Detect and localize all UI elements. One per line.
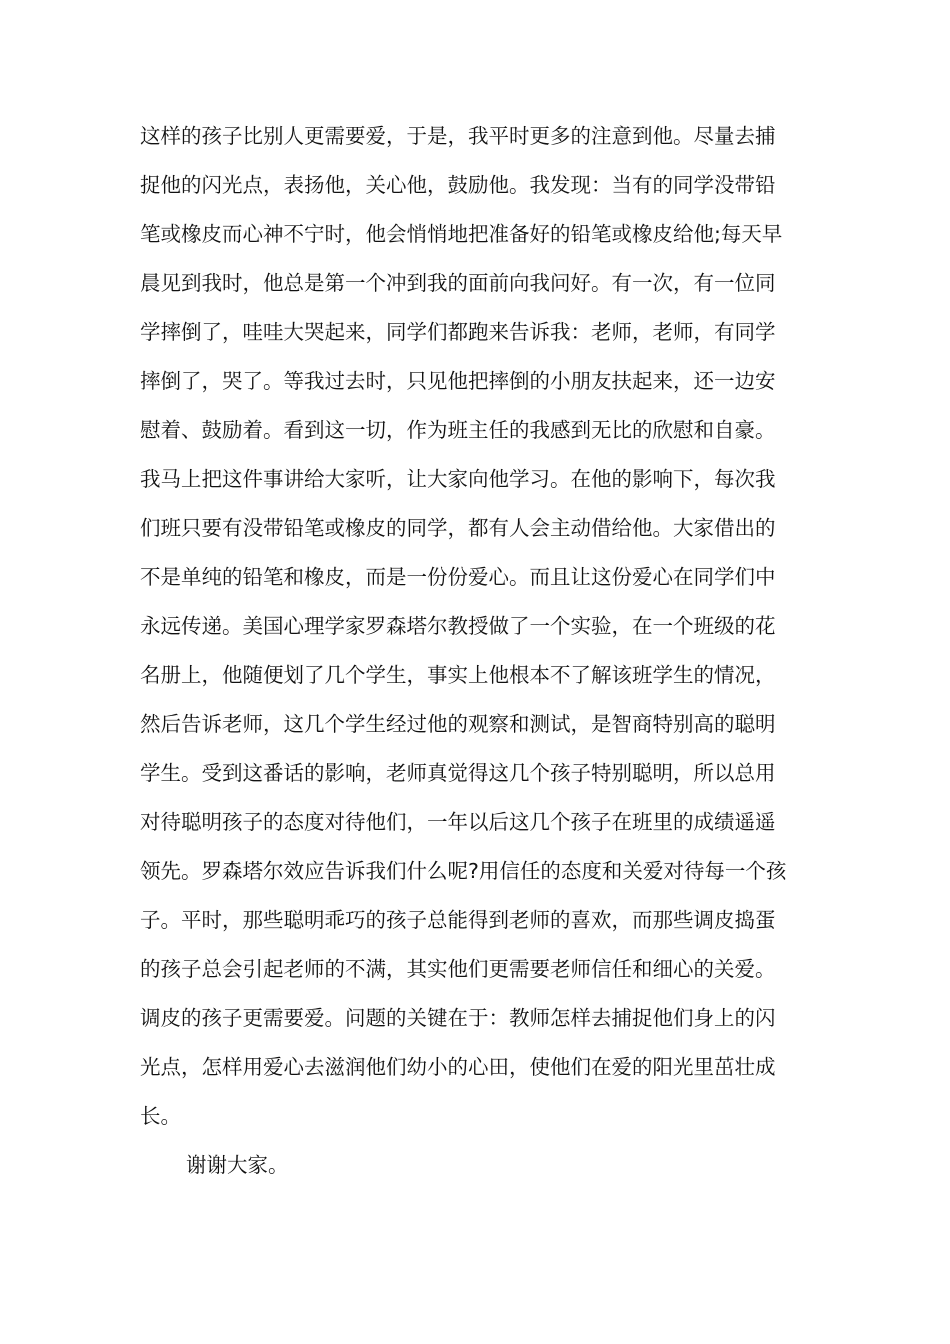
paragraph-line: 长。 [140,1104,181,1128]
paragraph-line: 永远传递。美国心理学家罗森塔尔教授做了一个实验，在一个班级的花 [140,614,776,638]
paragraph-line: 晨见到我时，他总是第一个冲到我的面前向我问好。有一次，有一位同 [140,271,776,295]
paragraph-line: 学摔倒了，哇哇大哭起来，同学们都跑来告诉我：老师，老师，有同学 [140,320,776,344]
paragraph-line: 领先。罗森塔尔效应告诉我们什么呢?用信任的态度和关爱对待每一个孩 [140,859,787,883]
paragraph-line: 慰着、鼓励着。看到这一切，作为班主任的我感到无比的欣慰和自豪。 [140,418,776,442]
paragraph-line: 对待聪明孩子的态度对待他们，一年以后这几个孩子在班里的成绩遥遥 [140,810,776,834]
paragraph-line: 不是单纯的铅笔和橡皮，而是一份份爱心。而且让这份爱心在同学们中 [140,565,776,589]
paragraph-line: 的孩子总会引起老师的不满，其实他们更需要老师信任和细心的关爱。 [140,957,776,981]
paragraph-line: 们班只要有没带铅笔或橡皮的同学，都有人会主动借给他。大家借出的 [140,516,776,540]
paragraph-line: 捉他的闪光点，表扬他，关心他，鼓励他。我发现：当有的同学没带铅 [140,173,776,197]
paragraph-line: 子。平时，那些聪明乖巧的孩子总能得到老师的喜欢，而那些调皮捣蛋 [140,908,776,932]
paragraph-line: 调皮的孩子更需要爱。问题的关键在于：教师怎样去捕捉他们身上的闪 [140,1006,776,1030]
paragraph-line: 学生。受到这番话的影响，老师真觉得这几个孩子特别聪明，所以总用 [140,761,776,785]
paragraph-line: 然后告诉老师，这几个学生经过他的观察和测试，是智商特别高的聪明 [140,712,776,736]
paragraph-line: 我马上把这件事讲给大家听，让大家向他学习。在他的影响下，每次我 [140,467,776,491]
paragraph-line: 笔或橡皮而心神不宁时，他会悄悄地把准备好的铅笔或橡皮给他;每天早 [140,222,783,246]
paragraph-line: 光点，怎样用爱心去滋润他们幼小的心田，使他们在爱的阳光里茁壮成 [140,1055,776,1079]
paragraph-line: 名册上，他随便划了几个学生，事实上他根本不了解该班学生的情况， [140,663,776,687]
closing-line: 谢谢大家。 [186,1153,289,1177]
paragraph-line: 摔倒了，哭了。等我过去时，只见他把摔倒的小朋友扶起来，还一边安 [140,369,776,393]
paragraph-line: 这样的孩子比别人更需要爱，于是，我平时更多的注意到他。尽量去捕 [140,124,776,148]
